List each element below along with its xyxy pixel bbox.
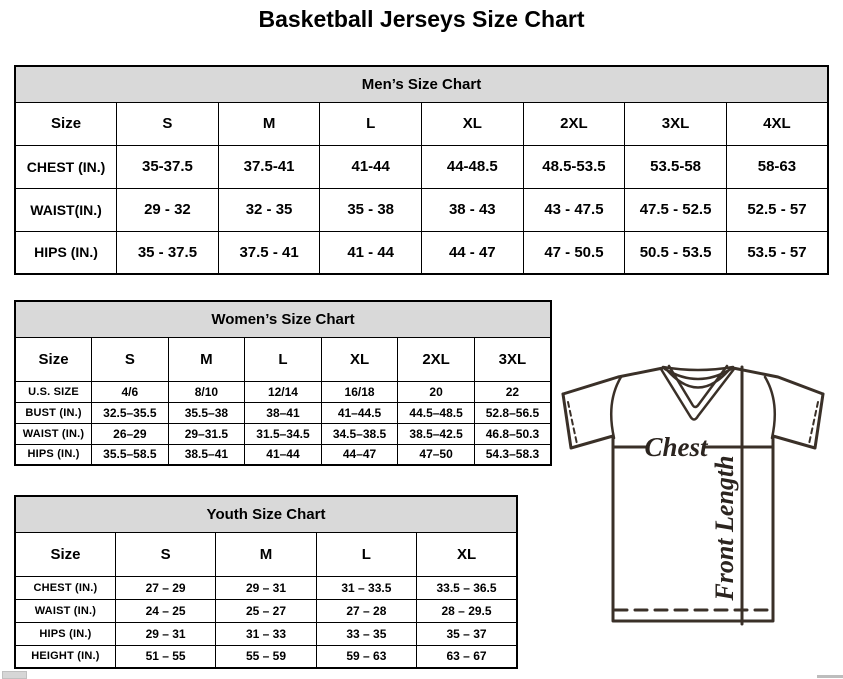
mens-size-value: 47 - 50.5 — [523, 231, 625, 274]
mens-size-value: 43 - 47.5 — [523, 188, 625, 231]
womens-column-header-s: S — [92, 337, 169, 381]
youth-column-header-size: Size — [15, 532, 115, 576]
youth-size-value: 27 – 28 — [316, 599, 416, 622]
mens-column-header-3xl: 3XL — [625, 102, 727, 145]
youth-size-value: 25 – 27 — [216, 599, 316, 622]
womens-size-value: 20 — [398, 381, 475, 402]
mens-size-value: 53.5-58 — [625, 145, 727, 188]
mens-row-label: WAIST(IN.) — [15, 188, 117, 231]
youth-table-row — [15, 599, 517, 622]
womens-size-value: 26–29 — [92, 423, 169, 444]
youth-size-value: 27 – 29 — [115, 576, 215, 599]
youth-row-label: CHEST (IN.) — [15, 576, 115, 599]
womens-table-row — [15, 423, 551, 444]
youth-table-row — [15, 622, 517, 645]
mens-table-header-band — [15, 66, 828, 102]
mens-size-value: 44 - 47 — [422, 231, 524, 274]
jersey-collar-top — [663, 367, 733, 370]
mens-table-title: Men’s Size Chart — [15, 66, 828, 102]
mens-column-header-size: Size — [15, 102, 117, 145]
womens-table-row — [15, 402, 551, 423]
mens-size-value: 47.5 - 52.5 — [625, 188, 727, 231]
mens-column-header-m: M — [218, 102, 320, 145]
womens-column-header-l: L — [245, 337, 322, 381]
womens-row-label: U.S. SIZE — [15, 381, 92, 402]
youth-row-label: WAIST (IN.) — [15, 599, 115, 622]
mens-size-value: 41 - 44 — [320, 231, 422, 274]
mens-size-value: 35 - 37.5 — [117, 231, 219, 274]
jersey-body — [613, 436, 773, 621]
womens-size-value: 34.5–38.5 — [321, 423, 398, 444]
mens-column-header-xl: XL — [422, 102, 524, 145]
womens-row-label: HIPS (IN.) — [15, 444, 92, 465]
chest-label: Chest — [644, 432, 708, 462]
womens-size-value: 54.3–58.3 — [474, 444, 551, 465]
mens-row-label: HIPS (IN.) — [15, 231, 117, 274]
womens-size-value: 38–41 — [245, 402, 322, 423]
youth-size-value: 29 – 31 — [216, 576, 316, 599]
horizontal-scrollbar-right-fragment[interactable] — [817, 675, 843, 678]
womens-table-title: Women’s Size Chart — [15, 301, 551, 337]
mens-size-value: 35 - 38 — [320, 188, 422, 231]
mens-size-value: 38 - 43 — [422, 188, 524, 231]
youth-size-value: 31 – 33 — [216, 622, 316, 645]
horizontal-scrollbar-left-fragment[interactable] — [2, 671, 27, 679]
youth-size-value: 31 – 33.5 — [316, 576, 416, 599]
youth-size-value: 63 – 67 — [417, 645, 517, 668]
mens-column-header-2xl: 2XL — [523, 102, 625, 145]
youth-size-value: 33.5 – 36.5 — [417, 576, 517, 599]
mens-size-value: 52.5 - 57 — [726, 188, 828, 231]
page-title: Basketball Jerseys Size Chart — [258, 6, 585, 32]
jersey-right-sleeve — [773, 394, 823, 448]
womens-size-value: 41–44.5 — [321, 402, 398, 423]
jersey-left-armhole-seam — [611, 377, 621, 438]
womens-row-label: WAIST (IN.) — [15, 423, 92, 444]
mens-column-header-l: L — [320, 102, 422, 145]
mens-column-header-s: S — [117, 102, 219, 145]
womens-size-value: 4/6 — [92, 381, 169, 402]
youth-size-table — [14, 495, 518, 669]
mens-columns-row — [15, 102, 828, 145]
womens-table-row — [15, 444, 551, 465]
mens-column-header-4xl: 4XL — [726, 102, 828, 145]
youth-size-value: 35 – 37 — [417, 622, 517, 645]
womens-columns-row — [15, 337, 551, 381]
womens-size-value: 12/14 — [245, 381, 322, 402]
womens-size-value: 46.8–50.3 — [474, 423, 551, 444]
youth-table-header-band — [15, 496, 517, 532]
mens-size-value: 37.5-41 — [218, 145, 320, 188]
womens-column-header-size: Size — [15, 337, 92, 381]
mens-size-value: 50.5 - 53.5 — [625, 231, 727, 274]
mens-size-value: 58-63 — [726, 145, 828, 188]
mens-size-value: 44-48.5 — [422, 145, 524, 188]
youth-column-header-xl: XL — [417, 532, 517, 576]
womens-size-value: 35.5–58.5 — [92, 444, 169, 465]
youth-table-row — [15, 645, 517, 668]
mens-size-value: 29 - 32 — [117, 188, 219, 231]
womens-column-header-3xl: 3XL — [474, 337, 551, 381]
jersey-measurement-diagram — [551, 360, 839, 645]
mens-size-value: 41-44 — [320, 145, 422, 188]
womens-size-value: 29–31.5 — [168, 423, 245, 444]
youth-table-row — [15, 576, 517, 599]
womens-size-value: 31.5–34.5 — [245, 423, 322, 444]
mens-size-value: 37.5 - 41 — [218, 231, 320, 274]
youth-size-value: 55 – 59 — [216, 645, 316, 668]
mens-table-row — [15, 188, 828, 231]
youth-size-value: 24 – 25 — [115, 599, 215, 622]
mens-size-value: 32 - 35 — [218, 188, 320, 231]
youth-column-header-m: M — [216, 532, 316, 576]
womens-column-header-2xl: 2XL — [398, 337, 475, 381]
womens-size-value: 44.5–48.5 — [398, 402, 475, 423]
womens-size-value: 8/10 — [168, 381, 245, 402]
womens-size-value: 47–50 — [398, 444, 475, 465]
womens-size-value: 52.8–56.5 — [474, 402, 551, 423]
womens-size-value: 35.5–38 — [168, 402, 245, 423]
womens-size-table — [14, 300, 552, 466]
youth-size-value: 29 – 31 — [115, 622, 215, 645]
mens-size-value: 53.5 - 57 — [726, 231, 828, 274]
womens-column-header-xl: XL — [321, 337, 398, 381]
jersey-left-sleeve — [563, 394, 613, 448]
womens-row-label: BUST (IN.) — [15, 402, 92, 423]
youth-row-label: HIPS (IN.) — [15, 622, 115, 645]
youth-size-value: 51 – 55 — [115, 645, 215, 668]
womens-size-value: 38.5–41 — [168, 444, 245, 465]
womens-size-value: 41–44 — [245, 444, 322, 465]
womens-size-value: 44–47 — [321, 444, 398, 465]
youth-size-value: 59 – 63 — [316, 645, 416, 668]
mens-size-value: 48.5-53.5 — [523, 145, 625, 188]
youth-column-header-s: S — [115, 532, 215, 576]
youth-columns-row — [15, 532, 517, 576]
mens-size-table — [14, 65, 829, 275]
jersey-right-armhole-seam — [765, 377, 775, 438]
mens-row-label: CHEST (IN.) — [15, 145, 117, 188]
womens-size-value: 32.5–35.5 — [92, 402, 169, 423]
womens-column-header-m: M — [168, 337, 245, 381]
youth-size-value: 28 – 29.5 — [417, 599, 517, 622]
youth-row-label: HEIGHT (IN.) — [15, 645, 115, 668]
womens-size-value: 38.5–42.5 — [398, 423, 475, 444]
womens-size-value: 22 — [474, 381, 551, 402]
jersey-left-shoulder — [563, 368, 663, 394]
mens-table-row — [15, 231, 828, 274]
womens-table-header-band — [15, 301, 551, 337]
mens-table-row — [15, 145, 828, 188]
womens-size-value: 16/18 — [321, 381, 398, 402]
womens-table-row — [15, 381, 551, 402]
jersey-right-shoulder — [733, 368, 823, 394]
mens-size-value: 35-37.5 — [117, 145, 219, 188]
youth-table-title: Youth Size Chart — [15, 496, 517, 532]
youth-size-value: 33 – 35 — [316, 622, 416, 645]
youth-column-header-l: L — [316, 532, 416, 576]
front-length-label: Front Length — [710, 455, 739, 601]
